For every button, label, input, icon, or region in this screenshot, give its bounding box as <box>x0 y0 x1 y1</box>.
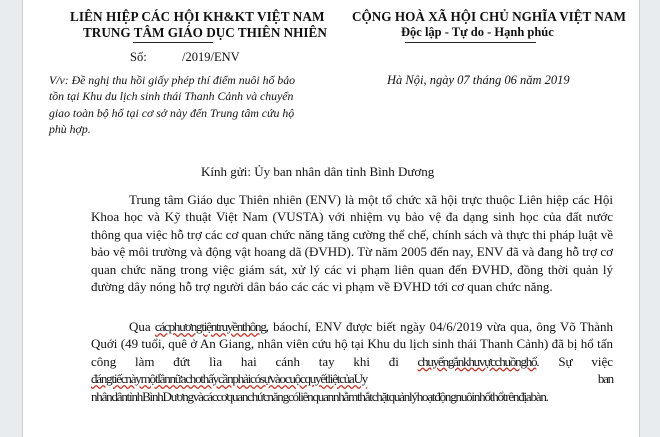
body-paragraph-2 <box>91 318 613 405</box>
addressee: Kính gửi: Ủy ban nhân dân tỉnh Bình Dương <box>201 164 435 179</box>
paragraph-2-lead: Qua <box>129 319 155 334</box>
document-page <box>22 0 640 437</box>
subject-line: V/v: Đề nghị thu hồi giấy phép thí điểm nuôi hổ bảo tồn tại Khu du lịch sinh thái Thanh Cảnh và chuyển giao toàn bộ hổ tại cơ sở này đến Trung tâm cứu hộ phù hợp. <box>49 73 296 136</box>
document-number-label: Số: <box>130 50 147 64</box>
organization-underline <box>133 42 213 43</box>
date-place: Hà Nội, ngày 07 tháng 06 năm 2019 <box>387 73 570 87</box>
spellcheck-underlined-text: đángtiếcnàymộtlầnnữachothấycầnphảicósựvàocuộcquyếtliệtcủaUy <box>91 371 368 387</box>
paragraph-2-text: ban nhândântỉnhBìnhDươngvàcáccơquanchứcnăngcóliênquannhằmthắtchặtquảnlýhoạtđộngnuôinhốt hổtrênđịabàn. <box>91 371 613 404</box>
paragraph-2-text: . Sự việc <box>536 353 613 369</box>
national-motto: Độc lập - Tự do - Hạnh phúc <box>401 25 554 39</box>
organization-name: TRUNG TÂM GIÁO DỤC THIÊN NHIÊN <box>83 25 327 40</box>
spellcheck-underlined-text: cácphươngtiệntruyềnthông <box>154 319 266 334</box>
paragraph-2-text: , báochí, ENV được biết ngày 04/6/2019 vừa qua, ông Võ Thành Quới (49 tuổi, quê ở An Giang, nhân viên cứu hộ tại Khu du lịch sinh thái Thanh Cảnh) đã bị hổ tấn công làm đứt lìa hai cánh tay khi đi <box>91 319 613 369</box>
document-number: /2019/ENV <box>182 50 240 64</box>
organization-parent-name: LIÊN HIỆP CÁC HỘI KH&KT VIỆT NAM <box>70 9 325 24</box>
national-title: CỘNG HOÀ XÃ HỘI CHỦ NGHĨA VIỆT NAM <box>352 9 626 24</box>
body-paragraph-1: Trung tâm Giáo dục Thiên nhiên (ENV) là một tổ chức xã hội trực thuộc Liên hiệp các Hội Khoa học và Kỹ thuật Việt Nam (VUSTA) với nhiệm vụ bảo vệ đa dạng sinh học của đất nước thông qua việc hỗ trợ các cơ quan chức năng tăng cường thể chế, chính sách và thực thi pháp luật về bảo vệ môi trường và động vật hoang dã (ĐVHD). Từ năm 2005 đến nay, ENV đã và đang hỗ trợ cơ quan chức năng trong việc giám sát, xử lý các vi phạm liên quan đến ĐVHD, đồng thời quản lý đường dây nóng hỗ trợ người dân báo các các vi phạm về ĐVHD tới cơ quan chức năng. <box>91 192 613 295</box>
spellcheck-underlined-text: chuyểngắnkhuvựcchuồnghổ <box>417 353 537 369</box>
national-motto-underline <box>405 42 536 43</box>
